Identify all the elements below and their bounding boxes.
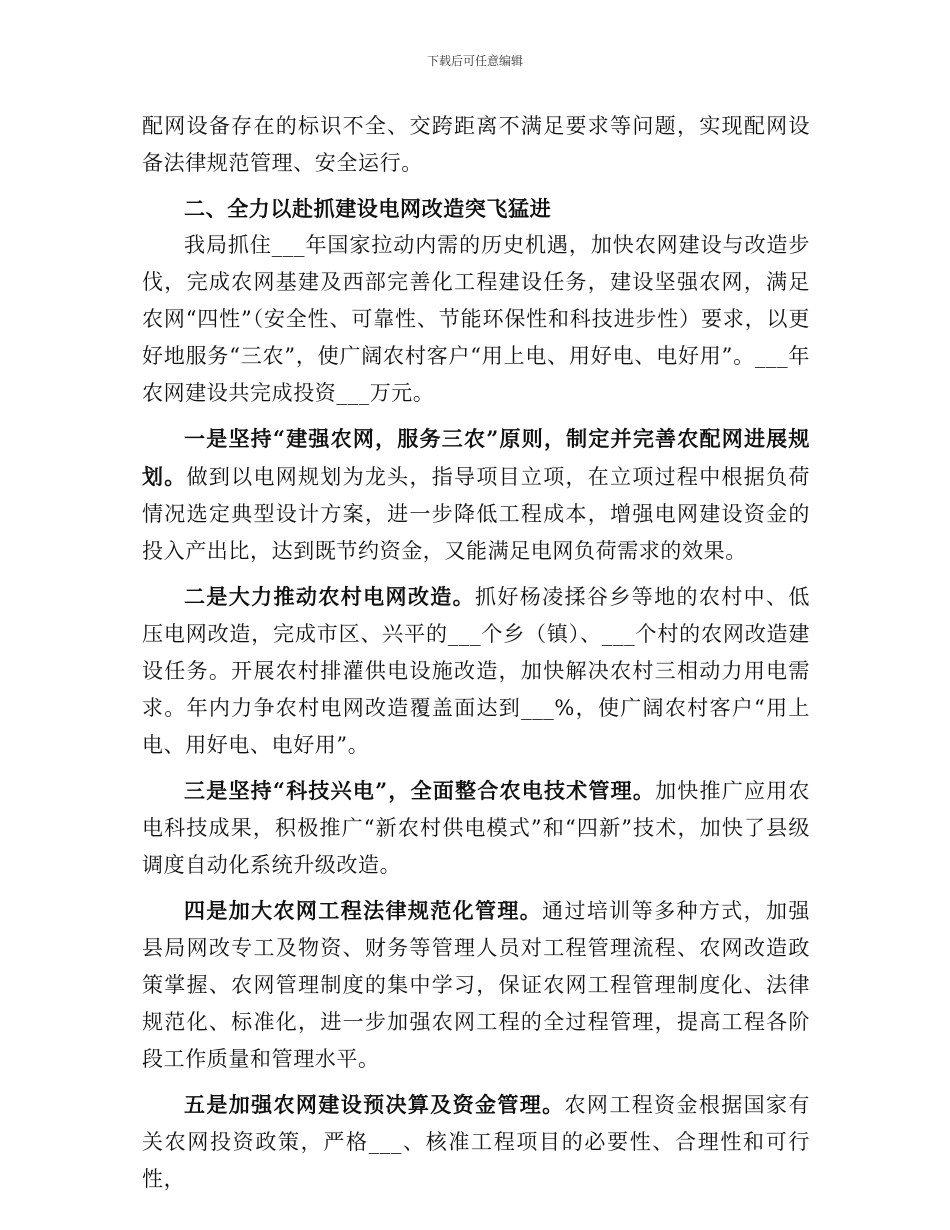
paragraph-item-3 bbox=[142, 772, 810, 884]
paragraph-intro bbox=[142, 227, 810, 412]
item-body: 做到以电网规划为龙头，指导项目立项，在立项过程中根据负荷情况选定典型设计方案，进一步降低工程成本，增强电网建设资金的投入产出比，达到既节约资金，又能满足电网负荷需求的效果。 bbox=[142, 465, 810, 563]
paragraph-1 bbox=[142, 108, 810, 182]
document-body bbox=[142, 108, 810, 1198]
paragraph-text: 配网设备存在的标识不全、交跨距离不满足要求等问题，实现配网设备法律规范管理、安全运行。 bbox=[142, 114, 810, 175]
item-lead: 四是加大农网工程法律规范化管理。 bbox=[184, 898, 543, 923]
heading-text: 二、全力以赴抓建设电网改造突飞猛进 bbox=[184, 196, 552, 221]
item-body: 农网工程资金根据国家有关农网投资政策，严格___、核准工程项目的必要性、合理性和可行性， bbox=[142, 1093, 810, 1191]
item-body: 抓好杨凌揉谷乡等地的农村中、低压电网改造，完成市区、兴平的___个乡（镇）、___个村的农网改造建设任务。开展农村排灌供电设施改造，加快解决农村三相动力用电需求。年内力争农村电网改造覆盖面达到___%，使广阔农村客户“用上电、用好电、电好用”。 bbox=[142, 585, 810, 757]
page-header: 下载后可任意编辑 bbox=[426, 54, 523, 68]
item-body: 加快推广应用农电科技成果，积极推广“新农村供电模式”和“四新”技术，加快了县级调度自动化系统升级改造。 bbox=[142, 779, 810, 877]
item-lead: 三是坚持“科技兴电”，全面整合农电技术管理。 bbox=[184, 778, 656, 803]
item-lead: 二是大力推动农村电网改造。 bbox=[184, 584, 475, 609]
paragraph-text: 我局抓住___年国家拉动内需的历史机遇，加快农网建设与改造步伐，完成农网基建及西部完善化工程建设任务，建设坚强农网，满足农网“四性”（安全性、可靠性、节能环保性和科技进步性）要求，以更好地服务“三农”，使广阔农村客户“用上电、用好电、电好用”。___年农网建设共完成投资___万元。 bbox=[142, 233, 810, 405]
item-lead: 五是加强农网建设预决算及资金管理。 bbox=[184, 1092, 565, 1117]
paragraph-item-5 bbox=[142, 1086, 810, 1198]
section-heading bbox=[142, 190, 810, 227]
paragraph-item-1 bbox=[142, 420, 810, 570]
item-body: 通过培训等多种方式，加强县局网改专工及物资、财务等管理人员对工程管理流程、农网改造政策掌握、农网管理制度的集中学习，保证农网工程管理制度化、法律规范化、标准化，进一步加强农网工程的全过程管理，提高工程各阶段工作质量和管理水平。 bbox=[142, 899, 810, 1071]
item-lead: 一是坚持“建强农网，服务三农”原则，制定并完善农配网进展规划。 bbox=[142, 426, 810, 489]
paragraph-item-4 bbox=[142, 892, 810, 1078]
paragraph-item-2 bbox=[142, 578, 810, 764]
